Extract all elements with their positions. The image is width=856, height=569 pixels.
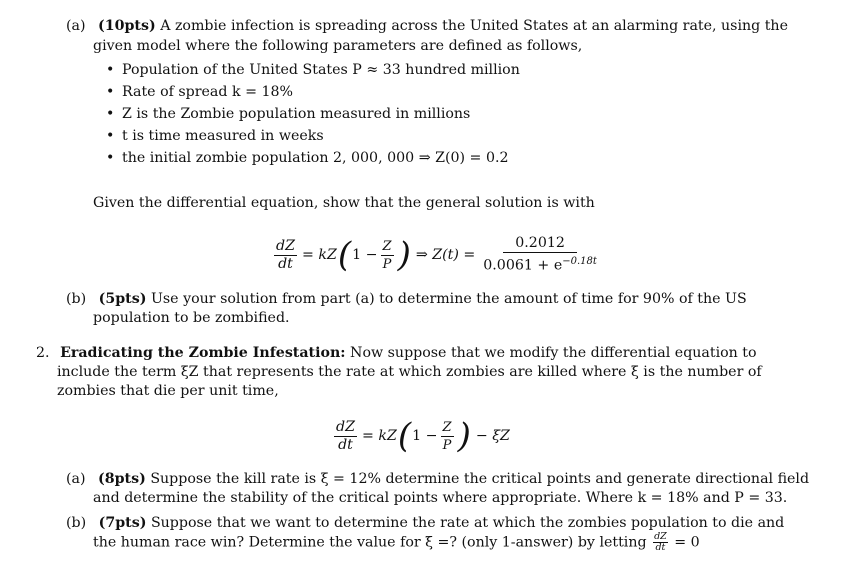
part-1a-line-1 (66, 17, 788, 36)
fraction-z-p: $\frac{Z}{P}$ (442, 419, 452, 453)
fraction-dz-dt-inline: $\frac{dZ}{dt}$ (654, 531, 667, 553)
fraction-solution: $\frac{0.2012}{0.0061 + e^{-0.18t}}$ (483, 235, 597, 274)
fraction-dz-dt: $\frac{dZ}{dt}$ (336, 418, 355, 453)
list-item: • Rate of spread k = 18% (104, 81, 520, 103)
part-1b-line-1: (b) (5pts) Use your solution from part (a) to determine the amount of time for 90% of the US (66, 291, 747, 307)
part-label: (a) (66, 18, 86, 34)
section-2-line-1: 2. Eradicating the Zombie Infestation: Now suppose that we modify the differential equation to (36, 345, 757, 361)
fraction-dz-dt: $\frac{dZ}{dt}$ (276, 237, 295, 272)
part-2b-line-2: the human race win? Determine the value for ξ =? (only 1-answer) by letting $\frac{dZ}{dt}$ = 0 (93, 531, 700, 553)
list-item: • the initial zombie population 2, 000, 000 ⇒ Z(0) = 0.2 (104, 147, 520, 169)
part-1b-line-2: population to be zombified. (93, 310, 290, 326)
list-item: • Z is the Zombie population measured in millions (104, 103, 520, 125)
equation-2: $\frac{dZ}{dt}$ = kZ ( 1 − $\frac{Z}{P}$ ) − ξZ (336, 416, 510, 456)
part-2b-line-1: (b) (7pts) Suppose that we want to determine the rate at which the zombies population to die and (66, 515, 785, 531)
points-label: (10pts) (98, 18, 156, 34)
equation-1: $\frac{dZ}{dt}$ = kZ ( 1 − $\frac{Z}{P}$ ) ⇒ Z(t) = $\frac{0.2012}{0.0061 + e^{-0.18t}}$ (276, 235, 597, 275)
section-2-line-3: zombies that die per unit time, (57, 383, 279, 399)
question-text: A zombie infection is spreading across the United States at an alarming rate, using the (155, 18, 788, 34)
given-text: Given the differential equation, show that the general solution is with (93, 195, 595, 211)
list-item: • Population of the United States P ≈ 33 hundred million (104, 59, 520, 81)
fraction-z-p: $\frac{Z}{P}$ (382, 238, 392, 272)
section-heading: Eradicating the Zombie Infestation: (60, 345, 346, 361)
part-2a-line-1: (a) (8pts) Suppose the kill rate is ξ = 12% determine the critical points and generate directional field (66, 471, 810, 487)
parameter-list (104, 59, 520, 169)
list-item: • t is time measured in weeks (104, 125, 520, 147)
section-2-line-2: include the term ξZ that represents the rate at which zombies are killed where ξ is the number of (57, 364, 762, 380)
part-2a-line-2: and determine the stability of the critical points where appropriate. Where k = 18% and P = 33. (93, 490, 788, 506)
part-1a-line-2: given model where the following parameters are defined as follows, (93, 38, 583, 54)
